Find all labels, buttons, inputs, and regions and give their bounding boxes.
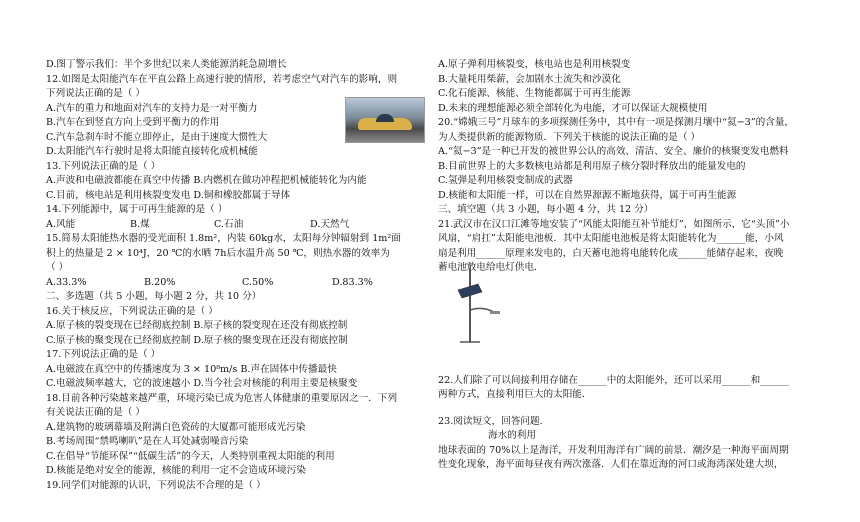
question-21: 21.武汉市在汉口江滩等地安装了“风能太阳能互补节能灯”，如图所示，它“头顶”小 <box>438 218 790 230</box>
q14-options <box>46 218 424 233</box>
solar-car-photo <box>345 97 425 143</box>
option-d: D.太阳能汽车行驶时是将太阳能直接转化成机械能 <box>46 146 258 157</box>
question-20: 20.“嫦娥三号”月球车的多项探测任务中，其中有一项是探测月壤中“氦−3”的含量， <box>438 117 795 128</box>
question-19: 19.同学们对能源的认识，下列说法不合理的是（ ） <box>46 479 266 491</box>
section-heading: 二、多选题（共 5 小题，每小题 2 分，共 10 分） <box>46 291 262 302</box>
option-cd: C.目前，核电站是利用核裂变发电 D.铜和橡胶都属于导体 <box>46 189 291 201</box>
option-b: B.汽车在到竖直方向上受到平衡力的作用 <box>46 117 220 128</box>
q15-options <box>46 276 424 291</box>
question-12: 12.如图是太阳能汽车在平直公路上高速行驶的情形，若考虑空气对汽车的影响，则 <box>46 73 398 85</box>
question-17: 17.下列说法正确的是（ ） <box>46 349 161 360</box>
passage-line: 性变化现象，海平面每昼夜有两次涨落．人们在靠近海的河口或海湾深处建大坝， <box>438 459 784 470</box>
text-line: 下列说法正确的是（ ） <box>46 88 145 99</box>
q15-option-a: A.33.3% <box>46 276 87 288</box>
q14-option-a: A.风能 <box>46 218 76 230</box>
option-c: C.汽车急刹车时不能立即停止，是由于速度大惯性大 <box>46 131 268 143</box>
section-heading: 三、填空题（共 3 小题，每小题 4 分，共 12 分） <box>438 204 654 215</box>
option-ab: A.电磁波在真空中的传播速度为 3 × 10⁸m/s B.声在固体中传播最快 <box>46 363 337 375</box>
text-line: 蓄电池放电给电灯供电． <box>438 262 544 273</box>
car-canopy <box>376 114 394 122</box>
lamp-head <box>490 311 500 314</box>
option-d: D.核能是绝对安全的能源，核能的利用一定不会造成环境污染 <box>46 465 306 476</box>
option-b: B.考场周围“禁鸣喇叭”是在人耳处减弱噪音污染 <box>46 436 249 447</box>
text-line: D.图丁警示我们：半个多世纪以来人类能源消耗急剧增长 <box>46 59 287 70</box>
option-a: A.原子弹利用核裂变，核电站也是利用核裂变 <box>438 59 631 70</box>
passage-line: 地球表面的 70%以上是海洋，开发利用海洋有广阔的前景．潮汐是一种海平面周期 <box>438 444 789 456</box>
wind-solar-streetlamp-figure <box>448 262 508 344</box>
question-23: 23.阅读短文，回答问题． <box>438 415 550 427</box>
option-a: A.建筑物的玻璃幕墙及附满白色瓷砖的大厦都可能形成光污染 <box>46 421 306 433</box>
option-cd: C.电磁波频率越大，它的波速越小 D.当今社会对核能的利用主要是核聚变 <box>46 378 358 389</box>
solar-panel <box>458 284 482 298</box>
text-line: 有关说法正确的是（ ） <box>46 407 145 418</box>
q14-option-c: C.石油 <box>214 218 244 230</box>
q14-option-d: D.天然气 <box>310 218 350 230</box>
question-13: 13.下列说法正确的是（ ） <box>46 160 161 172</box>
option-cd: C.原子核的聚变现在已经彻底控制 D.原子核的聚变现在还没有彻底控制 <box>46 334 348 346</box>
option-b: B.大量耗用柴薪，会加剧水土流失和沙漠化 <box>438 73 621 85</box>
q15-option-b: B.20% <box>144 276 176 288</box>
option-ab: A.声波和电磁波都能在真空中传播 B.内燃机在做功冲程把机械能转化为内能 <box>46 175 367 186</box>
option-a: A.“氦−3”是一种已开发的被世界公认的高效、清洁、安全、廉价的核聚变发电燃料 <box>438 146 789 157</box>
question-15: 15.简易太阳能热水器的受光面积 1.8m²，内装 60kg水，太阳每分钟辐射到 1m²面 <box>46 233 401 244</box>
question-22: 22.人们除了可以间接利用存储在______中的太阳能外，还可以采用______和______ <box>438 374 790 386</box>
q14-option-b: B.煤 <box>130 218 150 230</box>
question-16: 16.关于核反应，下列说法正确的是（ ） <box>46 305 218 317</box>
q15-option-d: D.83.3% <box>332 276 373 288</box>
option-c: C.化石能源、核能、生物能都属于可再生能源 <box>438 88 631 99</box>
text-line: 两种方式，直接利用巨大的太阳能． <box>438 389 592 400</box>
question-18: 18.目前各种污染越来越严重，环境污染已成为危害人体健康的重要原因之一．下列 <box>46 392 398 404</box>
option-c: C.氢弹是利用核裂变制成的武器 <box>438 175 573 186</box>
q15-option-c: C.50% <box>242 276 274 288</box>
option-b: B.目前世界上的大多数核电站都是利用原子核分裂时释放出的能量发电的 <box>438 160 746 172</box>
text-line: 风扇，“肩扛”太阳能电池板．其中太阳能电池板是将太阳能转化为______能，小风 <box>438 233 784 244</box>
text-line: 为人类提供新的能源物质．下列关于核能的说法正确的是（ ） <box>438 131 701 143</box>
spacer <box>438 403 818 415</box>
text-line: 积上的热量是 2 × 10⁴J，20 ℃的水晒 7h后水温升高 50 ℃，则热水器的效率为 <box>46 247 390 259</box>
question-14: 14.下列能源中，属于可再生能源的是（ ） <box>46 204 228 215</box>
text-line: 扇是利用______原理来发电的，白天蓄电池将电能转化成______能储存起来，夜晚 <box>438 247 784 259</box>
text-line: （ ） <box>46 262 69 273</box>
option-d: D.核能和太阳能一样，可以在自然界源源不断地获得，属于可再生能源 <box>438 189 737 201</box>
option-a: A.汽车的重力和地面对汽车的支持力是一对平衡力 <box>46 102 258 114</box>
option-c: C.在倡导“节能环保”“低碳生活”的今天，人类特别重视太阳能的利用 <box>46 450 335 462</box>
passage-title: 海水的利用 <box>488 430 536 441</box>
option-d: D.未来的理想能源必须全部转化为电能，才可以保证大规模使用 <box>438 102 708 114</box>
option-ab: A.原子核的裂变现在已经彻底控制 B.原子核的裂变现在还没有彻底控制 <box>46 320 348 331</box>
